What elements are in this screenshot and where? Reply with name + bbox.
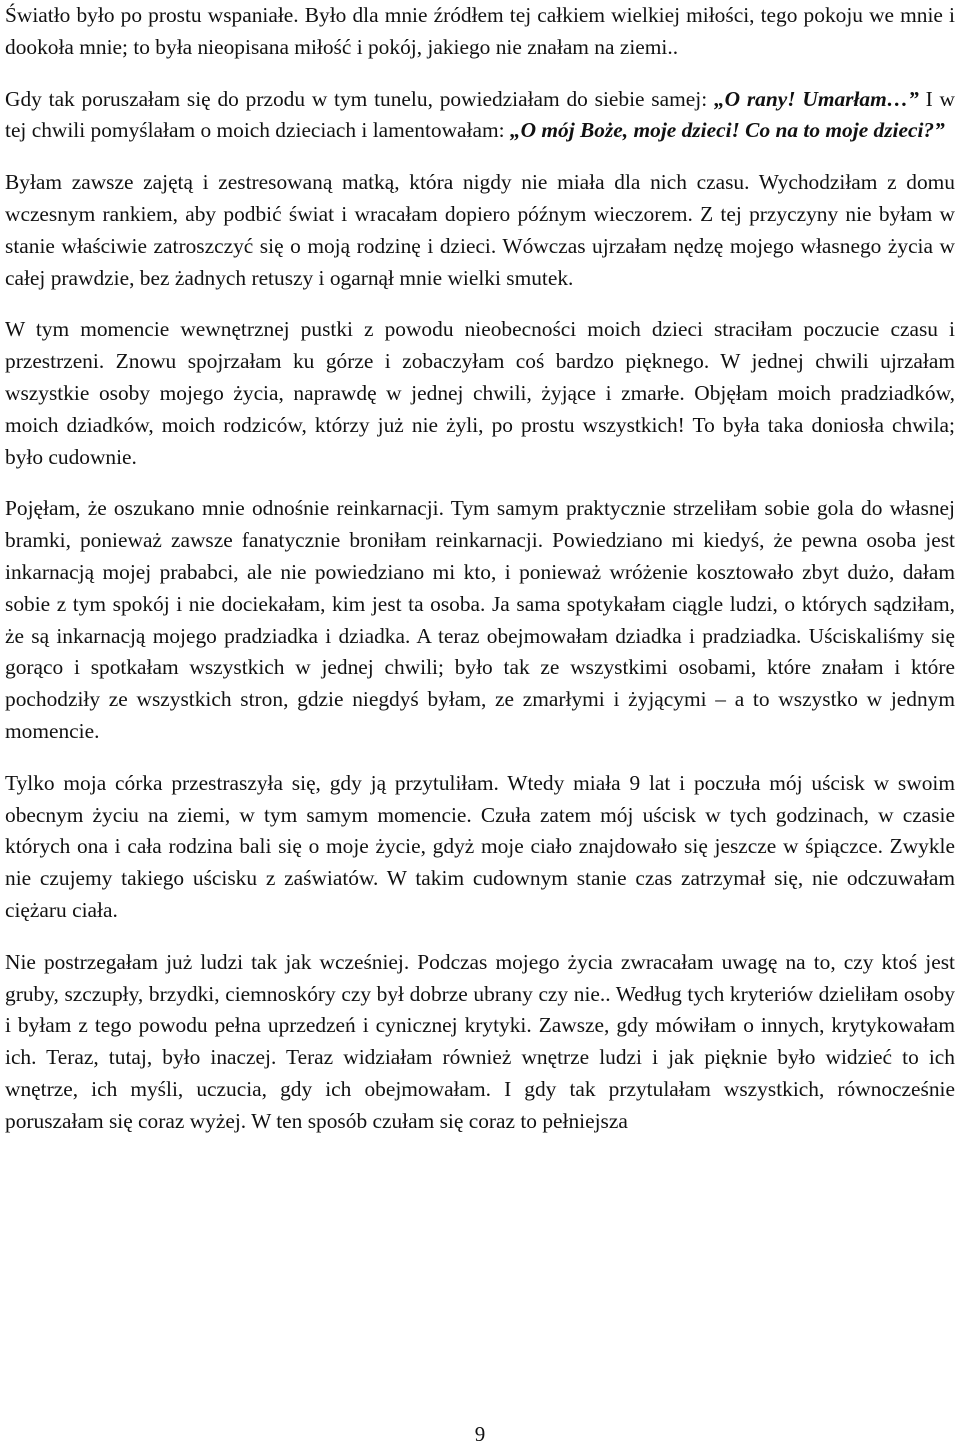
paragraph-daughter: Tylko moja córka przestraszyła się, gdy ją przytuliłam. Wtedy miała 9 lat i poczuła mój uścisk w swoim obecnym życiu na ziemi, w tym samym momencie. Czuła zatem mój uścisk w tych godzinach, w czasie których ona i cała rodzina bali się o moje życie, gdyż moje ciało znajdowało się jeszcze w śpiączce. Zwykle nie czujemy takiego uścisku z zaświatów. W takim cudownym stanie czas zatrzymał się, nie odczuwałam ciężaru ciała. [5,770,955,922]
paragraph-tunnel-text-1: Gdy tak poruszałam się do przodu w tym tunelu, powiedziałam do siebie samej: [5,86,714,111]
paragraph-tunnel [5,84,955,148]
quote-died: „O rany! Umarłam…” [713,86,919,111]
page-number: 9 [474,1422,486,1446]
paragraph-all-people: W tym momencie wewnętrznej pustki z powodu nieobecności moich dzieci straciłam poczucie czasu i przestrzeni. Znowu spojrzałam ku górze i zobaczyłam coś bardzo pięknego. W jednej chwili ujrzałam wszystkie osoby mojego życia, naprawdę w jednej chwili, żyjące i zmarłe. Objęłam moich pradziadków, moich dziadków, moich rodziców, którzy już nie żyli, po prostu wszystkich! To była taka doniosła chwila; było cudownie. [5,317,955,469]
paragraph-tunnel-text-2: I w tej chwili pomyślałam o moich dzieciach i lamentowałam: [5,86,955,143]
paragraph-light: Światło było po prostu wspaniałe. Było dla mnie źródłem tej całkiem wielkiej miłości, tego pokoju we mnie i dookoła mnie; to była nieopisana miłość i pokój, jakiego nie znałam na ziemi.. [5,3,955,59]
document-page [5,0,955,1138]
quote-children: „O mój Boże, moje dzieci! Co na to moje dzieci?” [509,118,945,143]
paragraph-busy-mother: Byłam zawsze zajętą i zestresowaną matką, która nigdy nie miała dla nich czasu. Wychodziłam z domu wczesnym rankiem, aby podbić świat i wracałam dopiero późnym wieczorem. Z tej przyczyny nie byłam w stanie właściwie zatroszczyć się o moją rodzinę i dzieci. Wówczas ujrzałam nędzę mojego własnego życia w całej prawdzie, bez żadnych retuszy i ogarnął mnie wielki smutek. [5,170,955,290]
paragraph-reincarnation: Pojęłam, że oszukano mnie odnośnie reinkarnacji. Tym samym praktycznie strzeliłam sobie gola do własnej bramki, ponieważ zawsze fanatycznie broniłam reinkarnacji. Powiedziano mi kiedyś, że pewna osoba jest inkarnacją mojej prababci, ale nie powiedziano mi kto, i ponieważ wróżenie kosztowało zbyt dużo, dałam sobie z tym spokój i nie dociekałam, kim jest ta osoba. Ja sama spotykałam ciągle ludzi, o których sądziłam, że są inkarnacją mojego pradziadka i dziadka. A teraz obejmowałam dziadka i pradziadka. Uściskaliśmy się gorąco i spotkałam wszystkich w jednej chwili; było tak ze wszystkimi osobami, które znałam i które pochodziły ze wszystkich stron, gdzie niegdyś byłam, ze zmarłymi i żyjącymi – a to wszystko w jednym momencie. [5,496,955,743]
paragraph-perception: Nie postrzegałam już ludzi tak jak wcześniej. Podczas mojego życia zwracałam uwagę na to, czy ktoś jest gruby, szczupły, brzydki, ciemnoskóry czy był dobrze ubrany czy nie.. Według tych kryteriów dzieliłam osoby i byłam z tego powodu pełna uprzedzeń i cynicznej krytyki. Zawsze, gdy mówiłam o innych, krytykowałam ich. Teraz, tutaj, było inaczej. Teraz widziałam również wnętrze ludzi i jak pięknie było widzieć to ich wnętrze, ich myśli, uczucia, gdy ich obejmowałam. I gdy tak przytulałam wszystkich, równocześnie poruszałam się coraz wyżej. W ten sposób czułam się coraz to pełniejsza [5,949,955,1133]
